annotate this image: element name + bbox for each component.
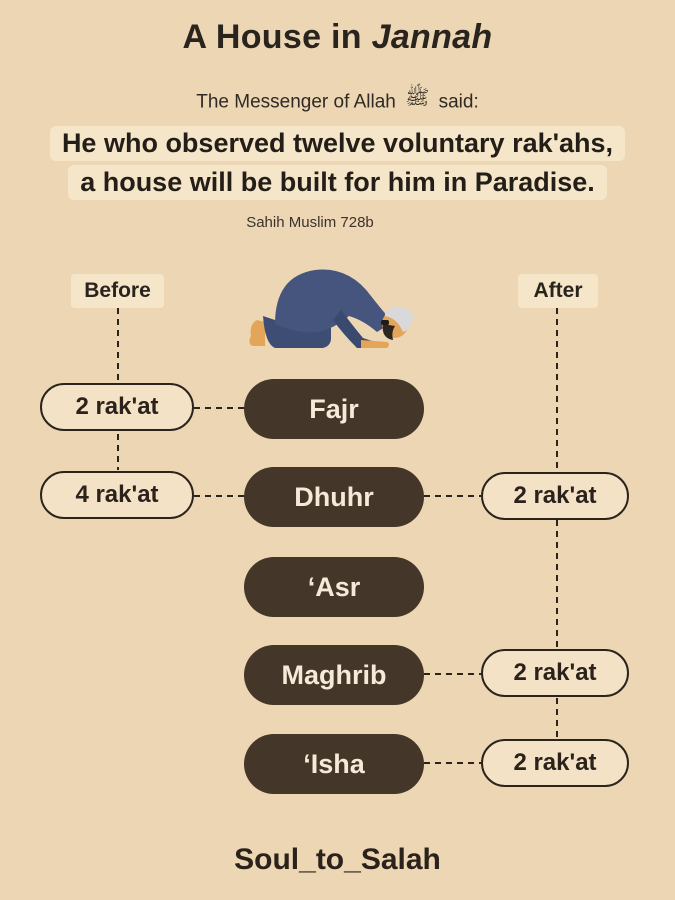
hadith-source: Sahih Muslim 728b xyxy=(246,214,374,231)
dhuhr-after-rakat: 2 rak'at xyxy=(481,472,629,520)
subtitle-before: The Messenger of Allah xyxy=(196,91,396,113)
after-column-label: After xyxy=(518,274,598,308)
quote-line-2: a house will be built for him in Paradise. xyxy=(68,165,607,200)
footer-handle: Soul_to_Salah xyxy=(234,843,441,876)
title-main: A House in xyxy=(182,18,362,56)
prayer-pill-fajr: Fajr xyxy=(244,379,424,439)
quote-line-1: He who observed twelve voluntary rak'ahs, xyxy=(50,126,625,161)
prayer-pill-isha: ‘Isha xyxy=(244,734,424,794)
prayer-pill-dhuhr: Dhuhr xyxy=(244,467,424,527)
maghrib-after-rakat: 2 rak'at xyxy=(481,649,629,697)
before-column-label: Before xyxy=(71,274,164,308)
seal-icon: ﷺ xyxy=(405,87,430,109)
subtitle-after: said: xyxy=(438,91,479,113)
fajr-before-rakat: 2 rak'at xyxy=(40,383,194,431)
prostrating-man-icon xyxy=(245,262,425,354)
title-italic: Jannah xyxy=(371,18,493,56)
prayer-pill-asr: ‘Asr xyxy=(244,557,424,617)
isha-after-rakat: 2 rak'at xyxy=(481,739,629,787)
prayer-pill-maghrib: Maghrib xyxy=(244,645,424,705)
dhuhr-before-rakat: 4 rak'at xyxy=(40,471,194,519)
